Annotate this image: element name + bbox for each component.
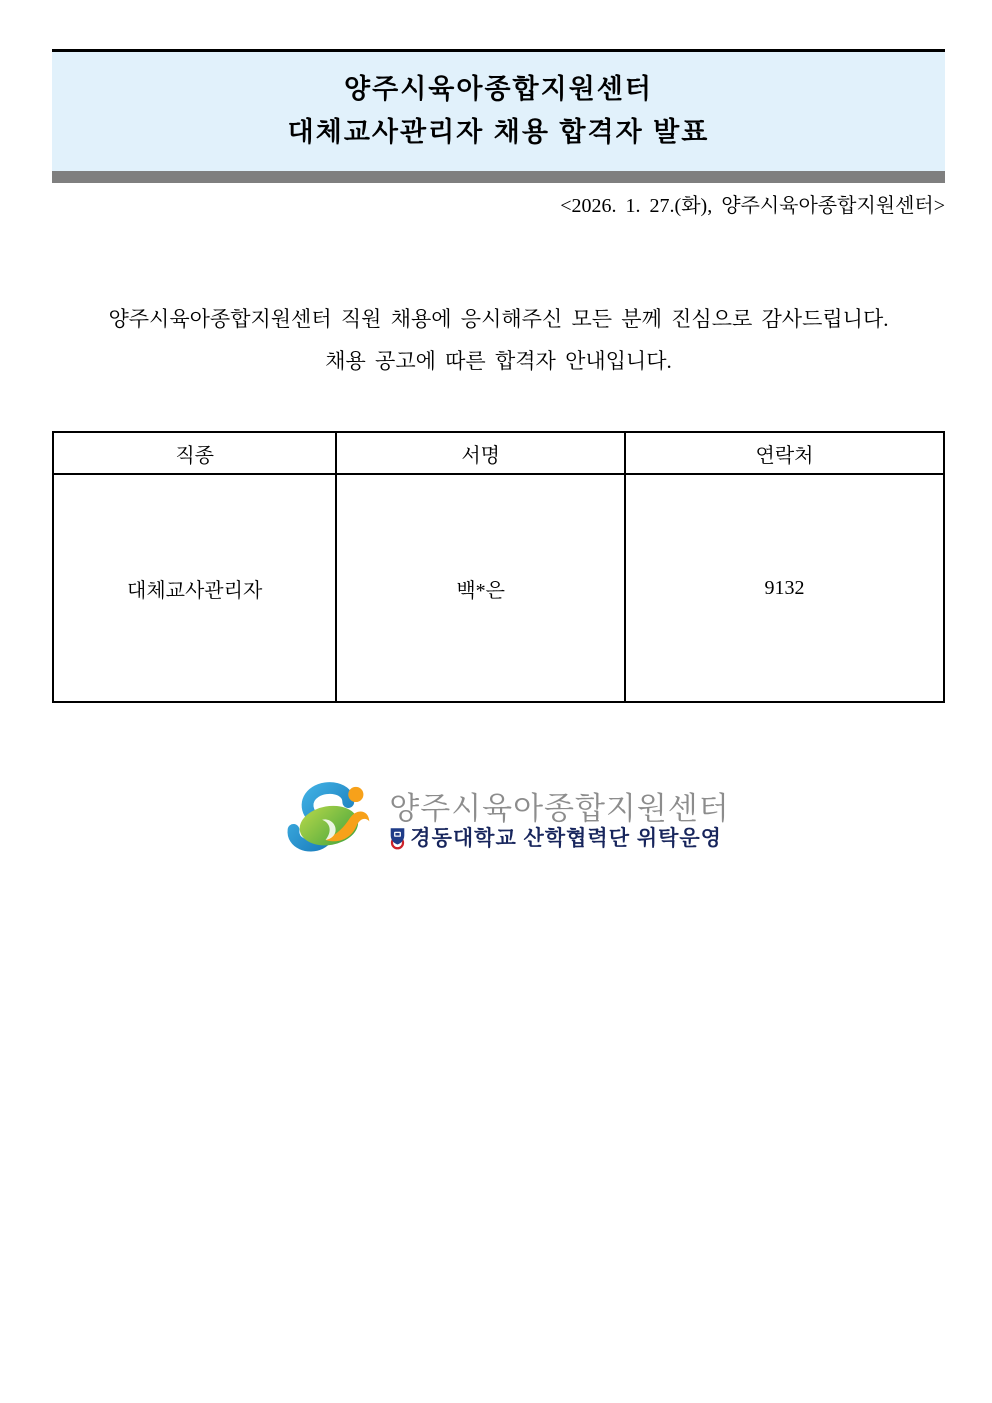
logo-operator-text: 경동대학교 산학협력단 위탁운영 xyxy=(410,826,722,850)
title-banner xyxy=(52,52,945,171)
org-title: 양주시육아종합지원센터 xyxy=(344,74,653,104)
center-logo-icon xyxy=(267,781,379,861)
announcement-title: 대체교사관리자 채용 합격자 발표 xyxy=(287,117,710,147)
header-name: 서명 xyxy=(336,432,625,474)
footer-logo xyxy=(52,781,945,861)
greeting-line-1: 양주시육아종합지원센터 직원 채용에 응시해주신 모든 분께 진심으로 감사드립니다. xyxy=(108,307,889,331)
divider-bar xyxy=(52,171,945,183)
logo-text-block xyxy=(389,792,729,851)
cell-name: 백*은 xyxy=(336,474,625,702)
table-row xyxy=(53,474,944,702)
table-header-row xyxy=(53,432,944,474)
header-job-type: 직종 xyxy=(53,432,336,474)
greeting-paragraph xyxy=(52,298,945,382)
header-contact: 연락처 xyxy=(625,432,944,474)
university-emblem-icon xyxy=(389,827,406,850)
logo-operator-line xyxy=(389,827,729,851)
greeting-line-2: 채용 공고에 따른 합격자 안내입니다. xyxy=(325,349,672,373)
logo-org-name: 양주시육아종합지원센터 xyxy=(389,790,730,826)
cell-job-type: 대체교사관리자 xyxy=(53,474,336,702)
cell-contact: 9132 xyxy=(625,474,944,702)
results-table xyxy=(52,431,945,703)
date-line: <2026. 1. 27.(화), 양주시육아종합지원센터> xyxy=(560,195,945,217)
